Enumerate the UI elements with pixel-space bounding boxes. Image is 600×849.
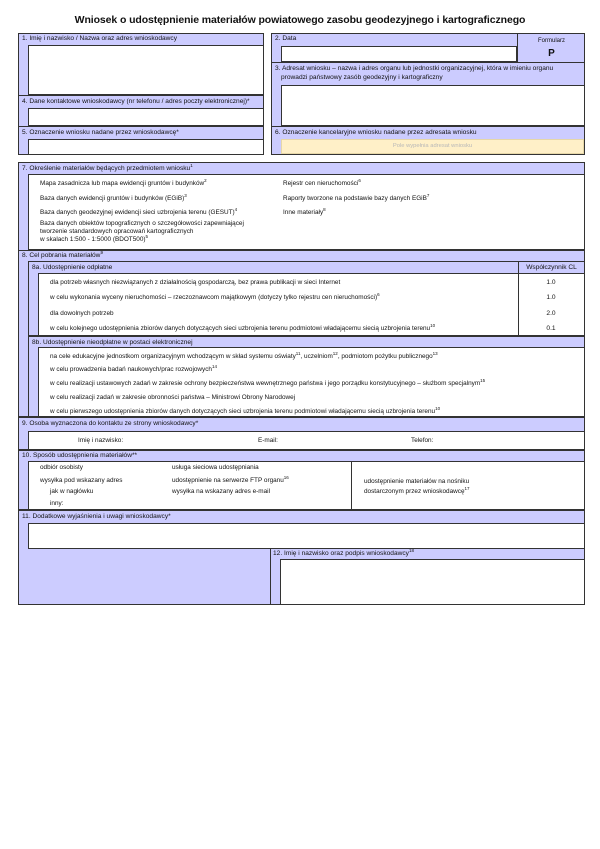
form-title: Wniosek o udostępnienie materiałów powiatowego zasobu geodezyjnego i kartograficznego bbox=[74, 14, 526, 26]
footnote-ref: 15 bbox=[480, 378, 486, 383]
free-purpose-option[interactable] bbox=[50, 366, 217, 374]
section-8b-label: 8b. Udostępnienie nieodpłatne w postaci elektronicznej bbox=[32, 339, 193, 346]
delivery-option-pickup[interactable]: odbiór osobisty bbox=[40, 464, 83, 471]
office-reference-placeholder: Pole wypełnia adresat wniosku bbox=[392, 143, 473, 149]
option-label: Raporty tworzone na podstawie bazy danych EGiB bbox=[283, 195, 427, 202]
footnote-ref: 10 bbox=[430, 323, 436, 328]
option-label: dla potrzeb własnych niezwiązanych z działalnością gospodarczą, bez prawa publikacji w sieci Internet bbox=[50, 279, 341, 286]
delivery-option-media[interactable] bbox=[364, 478, 470, 496]
footnote-ref: 2 bbox=[204, 178, 207, 183]
option-label-line1: Baza danych obiektów topograficznych o szczegółowości zapewniającej bbox=[40, 220, 244, 227]
footnote-ref: 12 bbox=[332, 351, 338, 356]
paid-purpose-option[interactable] bbox=[50, 325, 435, 333]
material-option-egib[interactable] bbox=[40, 195, 187, 203]
footnote-ref: 1 bbox=[190, 163, 193, 168]
divider bbox=[270, 549, 271, 605]
free-purpose-option[interactable] bbox=[50, 408, 440, 416]
option-label: Baza danych geodezyjnej ewidencji sieci uzbrojenia terenu (GESUT) bbox=[40, 209, 235, 216]
divider bbox=[18, 126, 264, 127]
recipient-field[interactable] bbox=[281, 85, 585, 126]
section-8a-label: 8a. Udostępnienie odpłatne bbox=[32, 264, 113, 271]
material-option-gesut[interactable] bbox=[40, 209, 237, 217]
option-label: Baza danych ewidencji gruntów i budynków (EGiB) bbox=[40, 195, 185, 202]
section-6-label: 6. Oznaczenie kancelaryjne wniosku nadane przez adresata wniosku bbox=[275, 129, 477, 136]
free-purpose-option[interactable] bbox=[50, 380, 485, 388]
footnote-ref: 4 bbox=[234, 207, 238, 212]
option-label-line2 bbox=[364, 488, 470, 496]
delivery-option-web-service[interactable] bbox=[172, 464, 259, 472]
section-10-label: 10. Sposób udostępnienia materiałów** bbox=[22, 452, 138, 459]
option-label-line2-text: dostarczonym przez wnioskodawcę bbox=[364, 488, 465, 495]
option-label: w celu pierwszego udostępnienia zbiorów danych dotyczących sieci uzbrojenia terenu podmiotowi władającemu siecią uzbrojenia terenu bbox=[50, 408, 436, 415]
material-option-inne[interactable] bbox=[283, 209, 326, 217]
section-3-label-line2: prowadzi państwowy zasób geodezyjny i kartograficzny bbox=[281, 74, 443, 81]
footnote-ref: 14 bbox=[212, 364, 218, 369]
section-5-label: 5. Oznaczenie wniosku nadane przez wnioskodawcę* bbox=[22, 129, 179, 136]
footnote-ref: 17 bbox=[464, 486, 470, 491]
footnote-ref: 9 bbox=[100, 250, 103, 255]
option-label: , uczelniom bbox=[300, 353, 333, 360]
paid-purpose-option[interactable] bbox=[50, 294, 380, 302]
option-label: Mapa zasadnicza lub mapa ewidencji gruntów i budynków bbox=[40, 180, 205, 187]
option-label: w celu prowadzenia badań naukowych/prac rozwojowych bbox=[50, 366, 212, 373]
cl-value: 2.0 bbox=[546, 310, 556, 317]
section-2-label: 2. Data bbox=[275, 35, 297, 42]
divider bbox=[271, 126, 585, 127]
section-8-label bbox=[22, 251, 103, 260]
option-label: w celu wykonania wyceny nieruchomości – rzeczoznawcom majątkowym (dotyczy tylko rejestru cen nieruchomości) bbox=[50, 294, 378, 301]
delivery-option-mail[interactable]: wysyłka pod wskazany adres bbox=[40, 477, 123, 484]
delivery-option-ftp[interactable] bbox=[172, 477, 289, 485]
footnote-ref: 7 bbox=[426, 193, 430, 198]
option-label-line3-text: w skalach 1:500 - 1:5000 (BDOT500) bbox=[40, 236, 146, 243]
material-option-bdot500[interactable] bbox=[40, 220, 244, 244]
footnote-ref: 11 bbox=[295, 351, 301, 356]
material-option-mapa[interactable] bbox=[40, 180, 207, 188]
option-label: dla dowolnych potrzeb bbox=[50, 310, 114, 317]
applicant-name-address-field[interactable] bbox=[28, 45, 264, 95]
footnote-ref: 6 bbox=[377, 292, 380, 297]
option-label: udostępnienie na serwerze FTP organu bbox=[172, 477, 284, 484]
option-label: w celu kolejnego udostępnienia zbiorów danych dotyczących sieci uzbrojenia terenu podmiotowi władającemu siecią uzbrojenia terenu bbox=[50, 325, 431, 332]
section-7-label-text: 7. Określenie materiałów będących przedmiotem wniosku bbox=[22, 165, 191, 172]
additional-notes-field[interactable] bbox=[28, 523, 585, 549]
delivery-option-other[interactable]: inny: bbox=[50, 500, 64, 507]
cl-value: 0.1 bbox=[546, 325, 556, 332]
option-label: wysyłka na wskazany adres e-mail bbox=[172, 488, 271, 495]
divider bbox=[18, 95, 264, 96]
delivery-option-header-address[interactable]: jak w nagłówku bbox=[50, 488, 94, 495]
footnote-ref: 6 bbox=[358, 178, 361, 183]
option-label-line1: udostępnienie materiałów na nośniku bbox=[364, 478, 470, 485]
section-1-label: 1. Imię i nazwisko / Nazwa oraz adres wnioskodawcy bbox=[22, 35, 178, 42]
section-4-label: 4. Dane kontaktowe wnioskodawcy (nr telefonu / adres poczty elektronicznej)* bbox=[22, 98, 250, 105]
contact-email-label: E-mail: bbox=[258, 437, 278, 444]
cl-value: 1.0 bbox=[546, 279, 556, 286]
contact-phone-label: Telefon: bbox=[411, 437, 434, 444]
contact-details-field[interactable] bbox=[28, 108, 264, 126]
divider bbox=[271, 62, 585, 63]
free-purpose-option[interactable] bbox=[50, 353, 438, 361]
section-8-label-text: 8. Cel pobrania materiałów bbox=[22, 252, 101, 259]
contact-name-label: Imię i nazwisko: bbox=[78, 437, 124, 444]
section-11-label: 11. Dodatkowe wyjaśnienia i uwagi wnioskodawcy* bbox=[22, 513, 171, 520]
form-code: P bbox=[548, 48, 555, 59]
section-12-label-text: 12. Imię i nazwisko oraz podpis wnioskodawcy bbox=[273, 550, 409, 557]
section-3-label-line1: 3. Adresat wniosku – nazwa i adres organu lub jednostki organizacyjnej, która w imieniu organu bbox=[275, 65, 554, 72]
paid-purpose-option[interactable] bbox=[50, 310, 114, 318]
cl-value: 1.0 bbox=[546, 294, 556, 301]
paid-purpose-option[interactable] bbox=[50, 279, 340, 287]
option-label: na cele edukacyjne jednostkom organizacyjnym wchodzącym w skład systemu oświaty bbox=[50, 353, 296, 360]
option-label: w celu realizacji zadań w zakresie obronności państwa – Ministrowi Obrony Narodowej bbox=[50, 394, 296, 401]
footnote-ref: 10 bbox=[435, 406, 441, 411]
option-label: usługa sieciowa udostępniania bbox=[172, 464, 259, 471]
option-label: , podmiotom pożytku publicznego bbox=[337, 353, 433, 360]
divider bbox=[351, 461, 352, 510]
material-option-raporty-egib[interactable] bbox=[283, 195, 429, 203]
footnote-ref: 5 bbox=[145, 234, 149, 239]
option-label: Rejestr cen nieruchomości bbox=[283, 180, 359, 187]
applicant-reference-field[interactable] bbox=[28, 139, 264, 155]
date-field[interactable] bbox=[281, 46, 517, 62]
option-label: Inne materiały bbox=[283, 209, 324, 216]
option-label-line3 bbox=[40, 236, 244, 244]
footnote-ref: 18 bbox=[408, 548, 414, 553]
footnote-ref: 13 bbox=[432, 351, 438, 356]
material-option-rejestr-cen[interactable] bbox=[283, 180, 361, 188]
footnote-ref: 8 bbox=[323, 207, 326, 212]
section-9-label: 9. Osoba wyznaczona do kontaktu ze strony wnioskodawcy* bbox=[22, 420, 199, 427]
form-label: Formularz bbox=[537, 38, 565, 44]
option-label-line2: tworzenie standardowych opracowań kartograficznych bbox=[40, 228, 194, 235]
delivery-option-email[interactable] bbox=[172, 488, 270, 496]
delivery-method-box bbox=[28, 461, 585, 510]
free-purpose-option[interactable] bbox=[50, 394, 295, 402]
cl-column-header: Współczynnik CL bbox=[526, 264, 577, 271]
footnote-ref: 16 bbox=[283, 475, 289, 480]
section-12-label bbox=[273, 549, 414, 558]
footnote-ref: 3 bbox=[184, 193, 187, 198]
signature-field[interactable] bbox=[280, 559, 585, 605]
section-7-label bbox=[22, 164, 193, 173]
option-label: w celu realizacji ustawowych zadań w zakresie ochrony bezpieczeństwa wewnętrznego państwa i jego porządku konstytucyjnego – służbom specjalnym bbox=[50, 380, 481, 387]
